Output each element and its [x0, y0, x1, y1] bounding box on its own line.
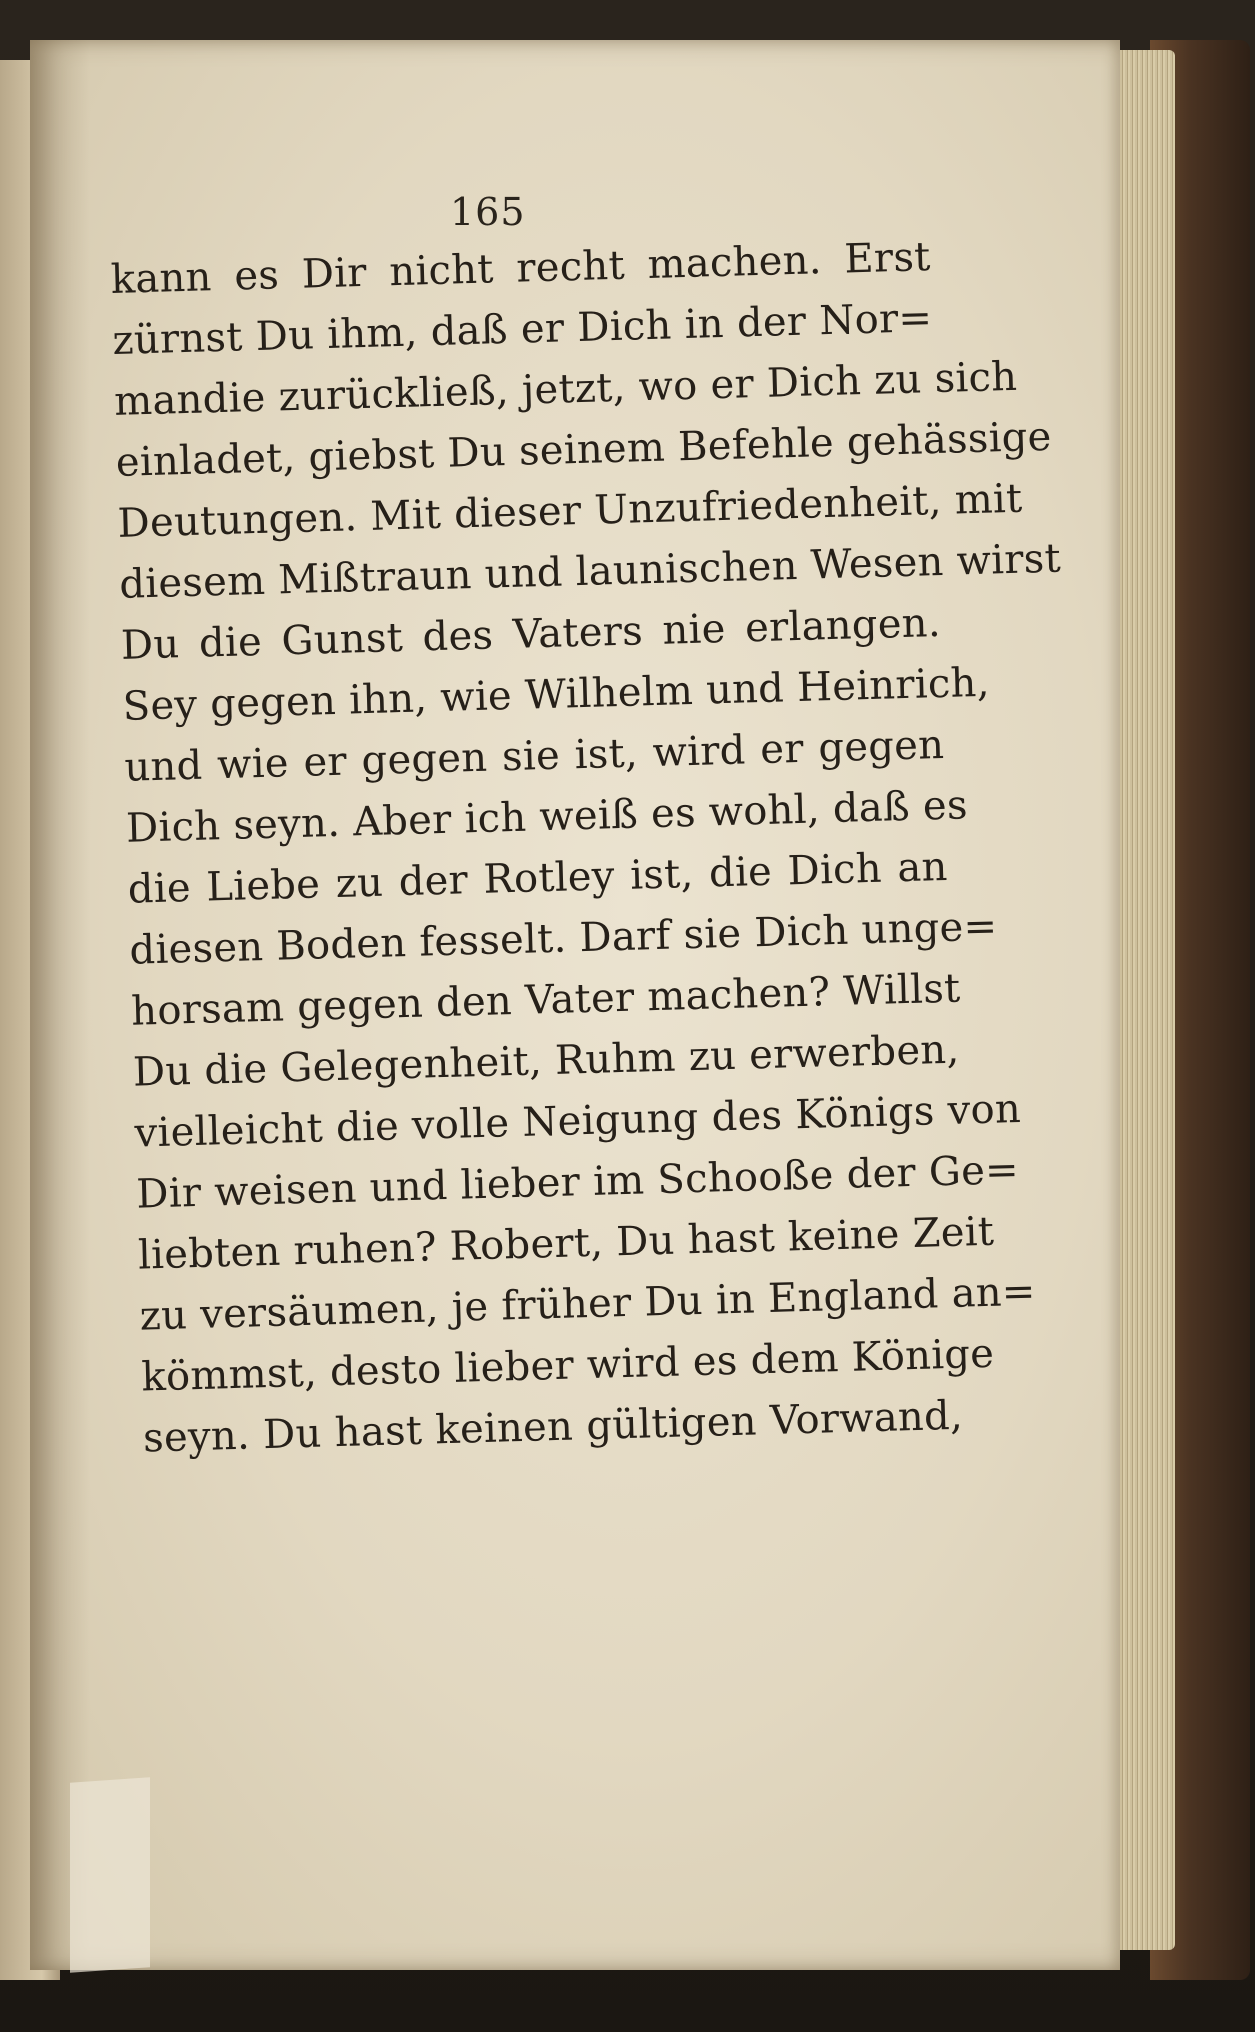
- text-line: Du die Gelegenheit, Ruhm zu erwerben,: [132, 1026, 961, 1096]
- paper-slip: [70, 1777, 150, 1973]
- text-line: Dich seyn. Aber ich weiß es wohl, daß es: [125, 782, 969, 852]
- page-number: 165: [450, 190, 526, 234]
- text-line: kömmst, desto lieber wird es dem Könige: [140, 1330, 995, 1401]
- text-line: mandie zurückließ, jetzt, wo er Dich zu sich: [113, 353, 1018, 425]
- book-page: [30, 40, 1120, 1970]
- text-line: kann es Dir nicht recht machen. Erst: [110, 234, 932, 303]
- text-line: zu versäumen, je früher Du in England an=: [139, 1268, 1037, 1340]
- text-line: diesem Mißtraun und launischen Wesen wirst: [118, 535, 1062, 608]
- text-line: horsam gegen den Vater machen? Willst: [130, 965, 962, 1035]
- text-line: Deutungen. Mit dieser Unzufriedenheit, mit: [117, 475, 1024, 547]
- text-line: Dir weisen und lieber im Schooße der Ge=: [135, 1146, 1020, 1218]
- gutter-shadow: [30, 40, 90, 1970]
- text-line: diesen Boden fesselt. Darf sie Dich unge=: [128, 903, 998, 974]
- text-line: seyn. Du hast keinen gültigen Vorwand,: [142, 1392, 964, 1462]
- text-line: Du die Gunst des Vaters nie erlangen.: [120, 599, 942, 669]
- text-line: liebten ruhen? Robert, Du hast keine Zeit: [137, 1208, 995, 1279]
- text-line: und wie er gegen sie ist, wird er gegen: [123, 721, 945, 791]
- text-line: Sey gegen ihn, wie Wilhelm und Heinrich,: [122, 659, 991, 730]
- text-line: einladet, giebst Du seinem Befehle gehässige: [115, 413, 1053, 486]
- text-line: die Liebe zu der Rotley ist, die Dich an: [127, 843, 949, 913]
- body-text: [110, 227, 1062, 1469]
- text-line: vielleicht die volle Neigung des Königs von: [134, 1085, 1022, 1157]
- text-line: zürnst Du ihm, daß er Dich in der Nor=: [111, 295, 933, 364]
